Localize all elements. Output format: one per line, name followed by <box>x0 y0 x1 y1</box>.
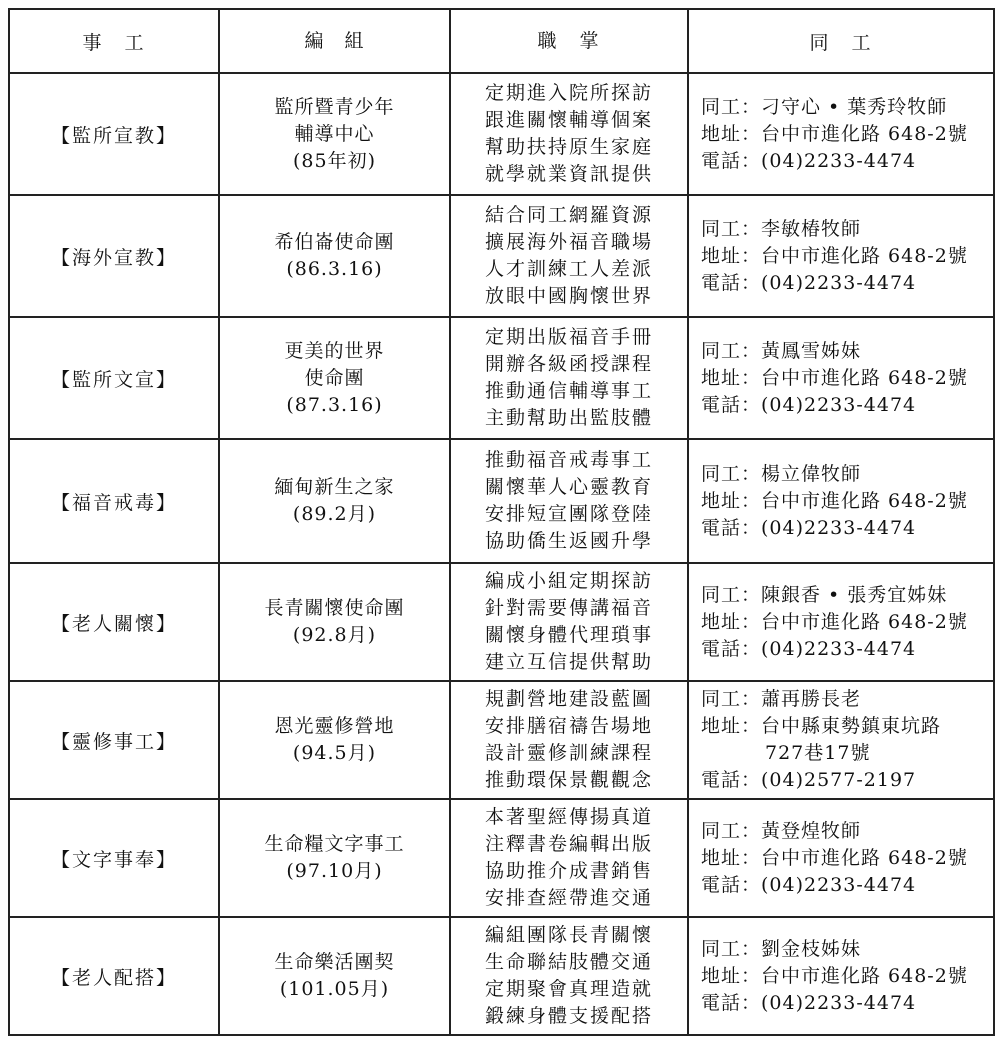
table-row <box>9 917 994 1035</box>
group-line: 長青關懷使命團 <box>264 597 405 619</box>
contact-cell <box>688 917 994 1035</box>
group-cell <box>219 195 450 317</box>
contact-line: 727巷17號 <box>765 742 871 764</box>
contact-cell <box>688 73 994 195</box>
contact-line: 同工：劉金枝姊妹 <box>701 937 862 960</box>
duty-line: 設計靈修訓練課程 <box>484 742 653 764</box>
group-line: 監所暨青少年 <box>274 95 395 118</box>
duty-line: 關懷身體代理瑣事 <box>484 624 653 646</box>
duty-line: 生命聯結肢體交通 <box>484 951 653 973</box>
duty-line: 推動環保景觀觀念 <box>484 769 653 791</box>
contact-line: 電話：(04)2233-4474 <box>701 149 917 172</box>
group-cell <box>219 799 450 917</box>
duties-cell <box>450 563 688 681</box>
contact-cell <box>688 317 994 439</box>
duty-line: 就學就業資訊提供 <box>484 163 653 185</box>
contact-line: 地址：台中市進化路 648-2號 <box>701 366 968 389</box>
duty-line: 協助推介成書銷售 <box>484 860 653 882</box>
duty-line: 協助僑生返國升學 <box>484 530 653 552</box>
duty-line: 定期進入院所探訪 <box>484 82 653 104</box>
group-line: 使命團 <box>304 366 365 389</box>
contact-line: 同工：黃登煌牧師 <box>701 819 862 842</box>
group-cell <box>219 317 450 439</box>
contact-line: 電話：(04)2233-4474 <box>701 516 917 539</box>
duty-line: 主動幫助出監肢體 <box>484 407 653 429</box>
group-cell <box>219 917 450 1035</box>
duties-cell <box>450 317 688 439</box>
table-row <box>9 195 994 317</box>
header-row <box>9 9 994 73</box>
table-body <box>9 73 994 1035</box>
duty-line: 推動通信輔導事工 <box>484 380 653 402</box>
ministry-cell: 【老人配搭】 <box>9 917 219 1035</box>
duties-cell <box>450 681 688 799</box>
duty-line: 規劃營地建設藍圖 <box>484 688 653 710</box>
table-row <box>9 439 994 563</box>
group-line: (101.05月) <box>279 978 390 1000</box>
group-line: (92.8月) <box>292 624 377 646</box>
group-line: (86.3.16) <box>286 258 383 280</box>
group-line: 更美的世界 <box>284 339 385 362</box>
header-group: 編 組 <box>219 9 450 73</box>
contact-line: 同工：刁守心 • 葉秀玲牧師 <box>701 95 948 118</box>
duty-line: 編成小組定期探訪 <box>484 570 653 592</box>
contact-line: 地址：台中縣東勢鎮東坑路 <box>701 715 942 737</box>
group-line: 生命糧文字事工 <box>264 833 405 855</box>
contact-line: 同工：楊立偉牧師 <box>701 462 862 485</box>
duty-line: 結合同工網羅資源 <box>484 204 653 226</box>
contact-line: 電話：(04)2233-4474 <box>701 873 917 896</box>
group-cell <box>219 439 450 563</box>
header-contact: 同 工 <box>688 9 994 73</box>
ministry-cell: 【福音戒毒】 <box>9 439 219 563</box>
ministry-cell: 【老人關懷】 <box>9 563 219 681</box>
ministry-cell: 【監所宣教】 <box>9 73 219 195</box>
duties-cell <box>450 439 688 563</box>
header-ministry: 事 工 <box>9 9 219 73</box>
contact-cell <box>688 195 994 317</box>
duty-line: 注釋書卷編輯出版 <box>484 833 653 855</box>
contact-line: 電話：(04)2233-4474 <box>701 271 917 294</box>
duties-cell <box>450 799 688 917</box>
table-row <box>9 73 994 195</box>
contact-cell <box>688 439 994 563</box>
duty-line: 安排膳宿禱告場地 <box>484 715 653 737</box>
group-line: 輔導中心 <box>294 122 375 145</box>
table-row <box>9 799 994 917</box>
duty-line: 建立互信提供幫助 <box>484 651 653 673</box>
ministry-cell: 【文字事奉】 <box>9 799 219 917</box>
header-duties: 職 掌 <box>450 9 688 73</box>
group-line: (87.3.16) <box>286 393 383 416</box>
contact-line: 同工：陳銀香 • 張秀宜姊妹 <box>701 583 948 606</box>
group-line: (89.2月) <box>292 503 377 525</box>
contact-line: 地址：台中市進化路 648-2號 <box>701 244 968 267</box>
duty-line: 開辦各級函授課程 <box>484 353 653 375</box>
table-row <box>9 681 994 799</box>
duty-line: 幫助扶持原生家庭 <box>484 136 653 158</box>
duty-line: 擴展海外福音職場 <box>484 231 653 253</box>
duty-line: 安排短宣團隊登陸 <box>484 503 653 525</box>
group-line: 恩光靈修營地 <box>274 715 395 737</box>
table-row <box>9 563 994 681</box>
contact-line: 地址：台中市進化路 648-2號 <box>701 489 968 512</box>
contact-cell <box>688 563 994 681</box>
contact-line: 電話：(04)2233-4474 <box>701 991 917 1014</box>
duties-cell <box>450 195 688 317</box>
contact-line: 同工：黃鳳雪姊妹 <box>701 339 862 362</box>
contact-cell <box>688 799 994 917</box>
duty-line: 放眼中國胸懷世界 <box>484 285 653 307</box>
contact-line: 地址：台中市進化路 648-2號 <box>701 122 968 145</box>
group-line: 希伯崙使命團 <box>274 231 395 253</box>
duty-line: 本著聖經傳揚真道 <box>484 806 653 828</box>
group-cell <box>219 73 450 195</box>
ministry-cell: 【海外宣教】 <box>9 195 219 317</box>
group-line: (94.5月) <box>292 742 377 764</box>
duty-line: 跟進關懷輔導個案 <box>484 109 653 131</box>
duty-line: 編組團隊長青關懷 <box>484 924 653 946</box>
contact-line: 同工：李敏椿牧師 <box>701 217 862 240</box>
contact-line: 地址：台中市進化路 648-2號 <box>701 964 968 987</box>
group-cell <box>219 563 450 681</box>
group-line: 生命樂活團契 <box>274 951 395 973</box>
duties-cell <box>450 917 688 1035</box>
duty-line: 鍛練身體支援配搭 <box>484 1005 653 1027</box>
duty-line: 推動福音戒毒事工 <box>484 449 653 471</box>
ministry-cell: 【靈修事工】 <box>9 681 219 799</box>
group-cell <box>219 681 450 799</box>
duty-line: 定期聚會真理造就 <box>484 978 653 1000</box>
duties-cell <box>450 73 688 195</box>
group-line: 緬甸新生之家 <box>274 476 395 498</box>
contact-line: 地址：台中市進化路 648-2號 <box>701 610 968 633</box>
duty-line: 安排查經帶進交通 <box>484 887 653 909</box>
table-row <box>9 317 994 439</box>
duty-line: 針對需要傳講福音 <box>484 597 653 619</box>
duty-line: 人才訓練工人差派 <box>484 258 653 280</box>
contact-line: 電話：(04)2233-4474 <box>701 393 917 416</box>
duty-line: 關懷華人心靈教育 <box>484 476 653 498</box>
duty-line: 定期出版福音手冊 <box>484 326 653 348</box>
ministry-cell: 【監所文宣】 <box>9 317 219 439</box>
contact-line: 地址：台中市進化路 648-2號 <box>701 846 968 869</box>
ministry-table <box>8 8 995 1036</box>
contact-line: 電話：(04)2233-4474 <box>701 637 917 660</box>
contact-line: 同工：蕭再勝長老 <box>701 688 862 710</box>
group-line: (85年初) <box>292 149 376 172</box>
group-line: (97.10月) <box>286 860 383 882</box>
contact-line: 電話：(04)2577-2197 <box>701 769 917 791</box>
contact-cell <box>688 681 994 799</box>
